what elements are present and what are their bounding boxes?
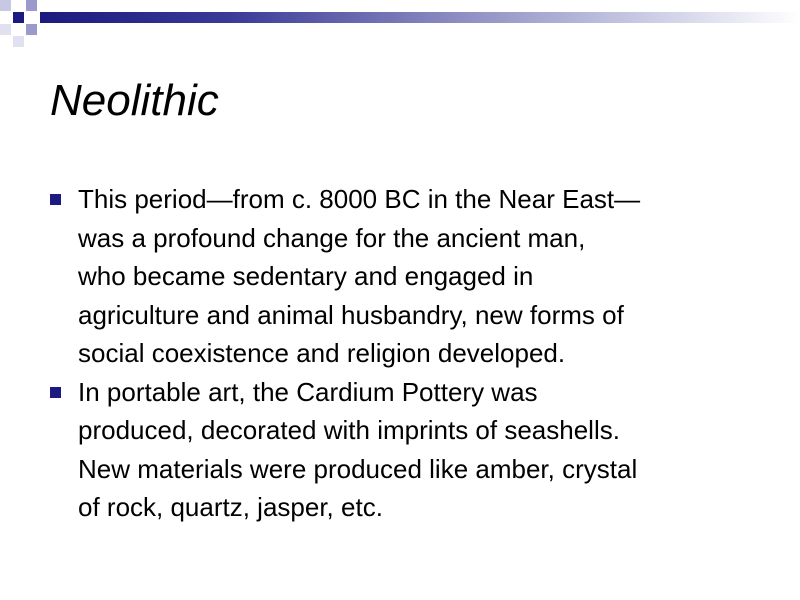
slide-title: Neolithic: [50, 76, 219, 125]
bullet-item: [48, 180, 758, 373]
decorative-square: [13, 36, 24, 47]
header-band: [40, 12, 800, 23]
square-bullet-icon: [50, 194, 61, 205]
bullet-line: agriculture and animal husbandry, new forms of: [78, 299, 624, 330]
decorative-square: [0, 24, 11, 35]
bullet-line: This period—from c. 8000 BC in the Near East—: [78, 184, 641, 214]
decorative-square: [13, 12, 24, 23]
square-bullet-icon: [50, 387, 61, 398]
bullet-line: In portable art, the Cardium Pottery was: [78, 376, 538, 407]
decorative-square: [26, 24, 37, 35]
decorative-square: [26, 0, 37, 11]
bullet-line: was a profound change for the ancient man,: [78, 222, 586, 253]
bullet-list: [48, 180, 758, 527]
bullet-line: of rock, quartz, jasper, etc.: [78, 492, 383, 522]
bullet-line: produced, decorated with imprints of seashells.: [78, 415, 620, 445]
bullet-line: social coexistence and religion developed.: [78, 338, 566, 368]
decorative-square: [0, 0, 11, 11]
bullet-item: [48, 373, 758, 527]
bullet-line: New materials were produced like amber, crystal: [78, 453, 638, 484]
bullet-line: who became sedentary and engaged in: [78, 261, 534, 291]
